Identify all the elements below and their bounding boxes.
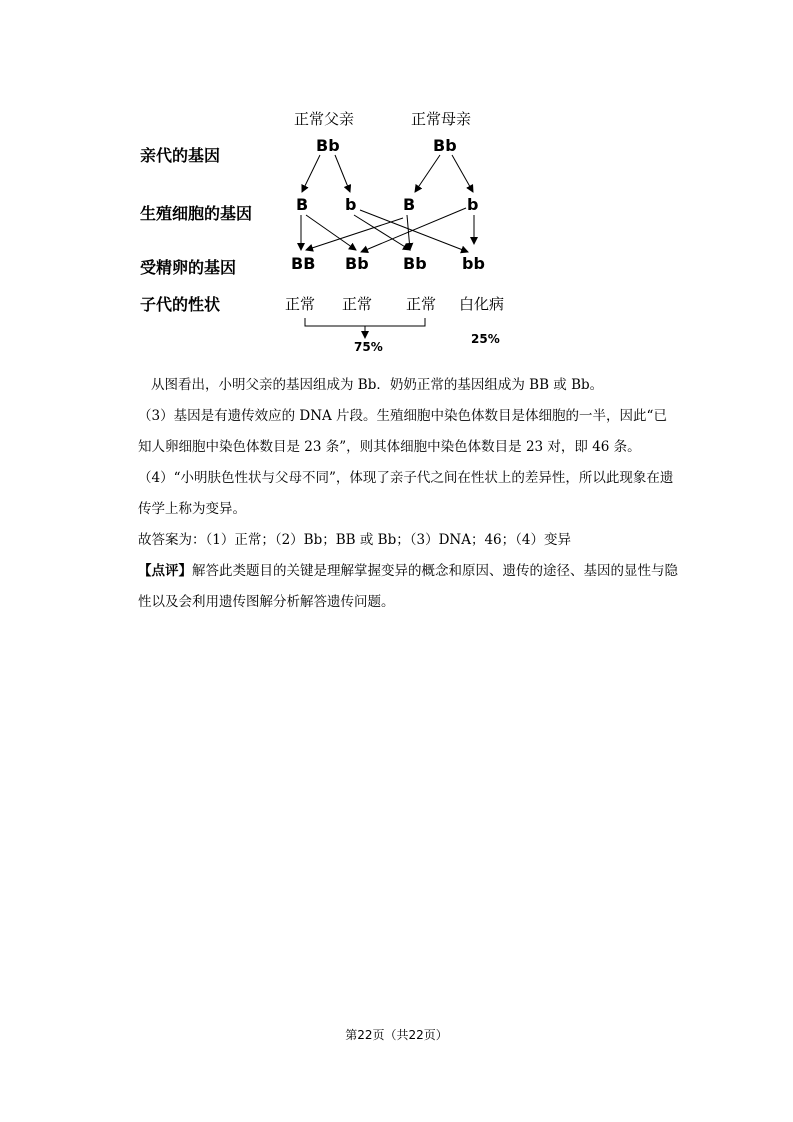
gamete-4: b [467, 195, 479, 214]
answer-text [138, 370, 678, 618]
paragraph-father-genotype: 从图看出，小明父亲的基因组成为 Bb．奶奶正常的基因组成为 BB 或 Bb。 [151, 377, 604, 393]
arrow-B-to-BB-b [306, 218, 403, 250]
row-label-offspring-traits: 子代的性状 [140, 295, 221, 314]
paragraph-q4: （4）“小明肤色性状与父母不同”，体现了亲子代之间在性状上的差异性，所以此现象在遗传学上称为变异。 [138, 470, 674, 517]
gamete-3: B [403, 195, 416, 214]
page-footer: 第22页（共22页） [345, 1028, 448, 1042]
trait-3: 正常 [406, 295, 437, 313]
arrow-father-to-b [335, 155, 350, 192]
mother-genotype: Bb [433, 136, 457, 155]
normal-percent: 75% [354, 340, 383, 354]
paragraph-q3: （3）基因是有遗传效应的 DNA 片段。生殖细胞中染色体数目是体细胞的一半，因此“已知人卵细胞中染色体数目是 23 条”，则其体细胞中染色体数目是 23 对，即 46 条。 [138, 408, 667, 455]
zygote-4: bb [462, 254, 485, 273]
genetic-cross-diagram [0, 0, 793, 370]
arrow-father-to-B [302, 155, 320, 192]
comment-paragraph [138, 556, 678, 618]
comment-text: 解答此类题目的关键是理解掌握变异的概念和原因、遗传的途径、基因的显性与隐性以及会利用遗传图解分析解答遗传问题。 [138, 563, 678, 610]
arrow-b-to-Bb-3 [354, 215, 410, 250]
answer-summary: 故答案为：（1）正常；（2）Bb；BB 或 Bb；（3）DNA；46；（4）变异 [138, 532, 571, 548]
row-label-gamete-genes: 生殖细胞的基因 [140, 204, 253, 223]
row-label-parent-genes: 亲代的基因 [140, 146, 221, 165]
trait-4: 白化病 [459, 295, 505, 313]
gamete-2: b [345, 195, 357, 214]
father-label: 正常父亲 [294, 110, 355, 128]
albino-percent: 25% [471, 332, 500, 346]
arrow-B-to-Bb-2 [306, 215, 356, 250]
zygote-2: Bb [345, 254, 369, 273]
zygote-1: BB [291, 254, 316, 273]
arrow-mother-to-b [452, 155, 473, 192]
row-label-zygote-genes: 受精卵的基因 [140, 258, 237, 277]
comment-tag: 【点评】 [138, 563, 192, 579]
zygote-3: Bb [403, 254, 427, 273]
trait-2: 正常 [342, 295, 373, 313]
father-genotype: Bb [316, 136, 340, 155]
arrow-mother-to-B [415, 155, 440, 192]
normal-bracket [305, 318, 425, 326]
cross-arrows [0, 0, 793, 370]
mother-label: 正常母亲 [411, 110, 472, 128]
trait-1: 正常 [285, 295, 316, 313]
gamete-1: B [296, 195, 309, 214]
